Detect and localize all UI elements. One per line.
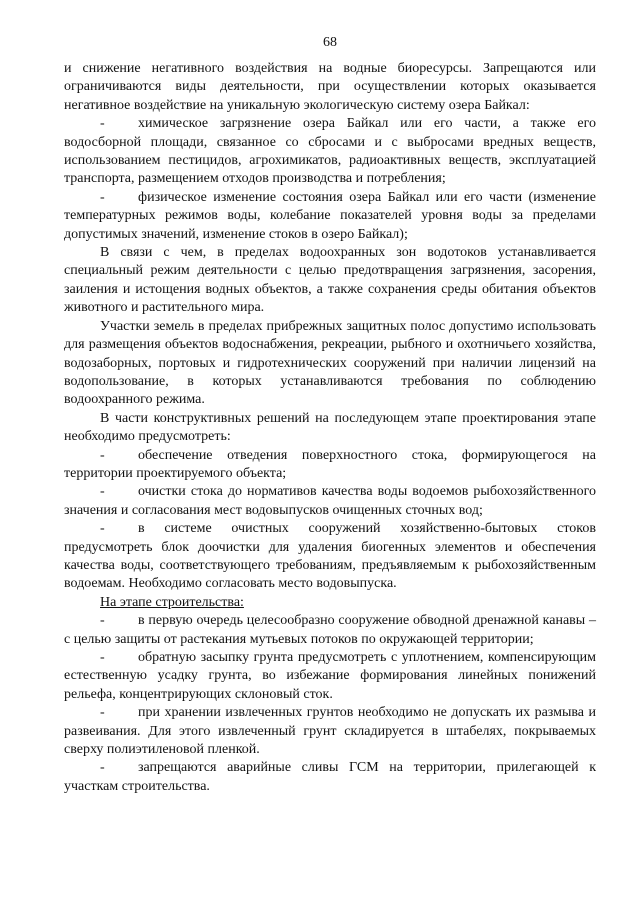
bullet-item	[64, 189, 596, 244]
paragraph: Участки земель в пределах прибрежных защитных полос допустимо использовать для размещения объектов водоснабжения, рекреации, рыбного и охотничьего хозяйства, водозаборных, портовых и гидротехнических сооружений при наличии лицензий на водопользование, в которых устанавливаются требования по соблюдению водоохранного режима.	[64, 318, 596, 408]
page-number: 68	[323, 35, 337, 50]
bullet-dash: -	[100, 189, 105, 205]
bullet-dash: -	[100, 484, 105, 500]
paragraph: и снижение негативного воздействия на водные биоресурсы. Запрещаются или ограничиваются виды деятельности, при осуществлении которых оказывается негативное воздействие на уникальную экологическую систему озера Байкал:	[64, 61, 596, 113]
document-body	[64, 60, 596, 796]
bullet-item	[64, 115, 596, 189]
bullet-dash: -	[100, 613, 105, 629]
section-heading-text: На этапе строительства:	[100, 594, 244, 610]
bullet-text: химическое загрязнение озера Байкал или его части, а также его водосборной площади, связанное со сбросами и с выбросами вредных веществ, использованием пестицидов, агрохимикатов, радиоактивных веществ, эксплуатацией транспорта, размещением отходов производства и потребления;	[64, 116, 596, 187]
bullet-item	[64, 649, 596, 704]
section-heading	[64, 594, 596, 612]
bullet-dash: -	[100, 447, 105, 463]
bullet-item	[64, 447, 596, 484]
bullet-text: при хранении извлеченных грунтов необходимо не допускать их размыва и развеивания. Для этого извлеченный грунт складируется в штабелях, покрываемых сверху полиэтиленовой пленкой.	[64, 705, 596, 758]
bullet-text: очистки стока до нормативов качества воды водоемов рыбохозяйственного значения и согласования мест водовыпусков очищенных сточных вод;	[64, 484, 596, 518]
bullet-text: запрещаются аварийные сливы ГСМ на территории, прилегающей к участкам строительства.	[64, 760, 596, 794]
bullet-dash: -	[100, 116, 105, 132]
document-page	[64, 34, 596, 796]
bullet-text: обратную засыпку грунта предусмотреть с уплотнением, компенсирующим естественную усадку грунта, во избежание формирования линейных понижений рельефа, концентрирующих склоновый сток.	[64, 650, 596, 702]
bullet-item	[64, 483, 596, 520]
bullet-dash: -	[100, 650, 105, 665]
bullet-text: обеспечение отведения поверхностного стока, формирующегося на территории проектируемого объекта;	[64, 447, 596, 481]
paragraph: В части конструктивных решений на последующем этапе проектирования этапе необходимо предусмотреть:	[64, 410, 596, 445]
bullet-text: в системе очистных сооружений хозяйственно-бытовых стоков предусмотреть блок доочистки для удаления биогенных элементов и обеспечения качества воды, соответствующего требованиям, предъявляемым к рыбохозяйственным водоемам. Необходимо согласовать место водовыпуска.	[64, 521, 596, 592]
bullet-item	[64, 704, 596, 759]
bullet-dash: -	[100, 521, 105, 537]
bullet-item	[64, 520, 596, 594]
bullet-dash: -	[100, 760, 105, 776]
bullet-text: в первую очередь целесообразно сооружение обводной дренажной канавы – с целью защиты от растекания мутьевых потоков по окружающей территории;	[64, 613, 596, 647]
bullet-item	[64, 759, 596, 796]
bullet-text: физическое изменение состояния озера Байкал или его части (изменение температурных режимов воды, колебание показателей уровня воды за пределами допустимых значений, изменение стоков в озеро Байкал);	[64, 189, 596, 242]
bullet-item	[64, 612, 596, 649]
paragraph: В связи с чем, в пределах водоохранных зон водотоков устанавливается специальный режим деятельности с целью предотвращения загрязнения, засорения, заиления и истощения водных объектов, а также сохранения среды обитания объектов животного и растительного мира.	[64, 245, 596, 316]
bullet-dash: -	[100, 705, 105, 721]
